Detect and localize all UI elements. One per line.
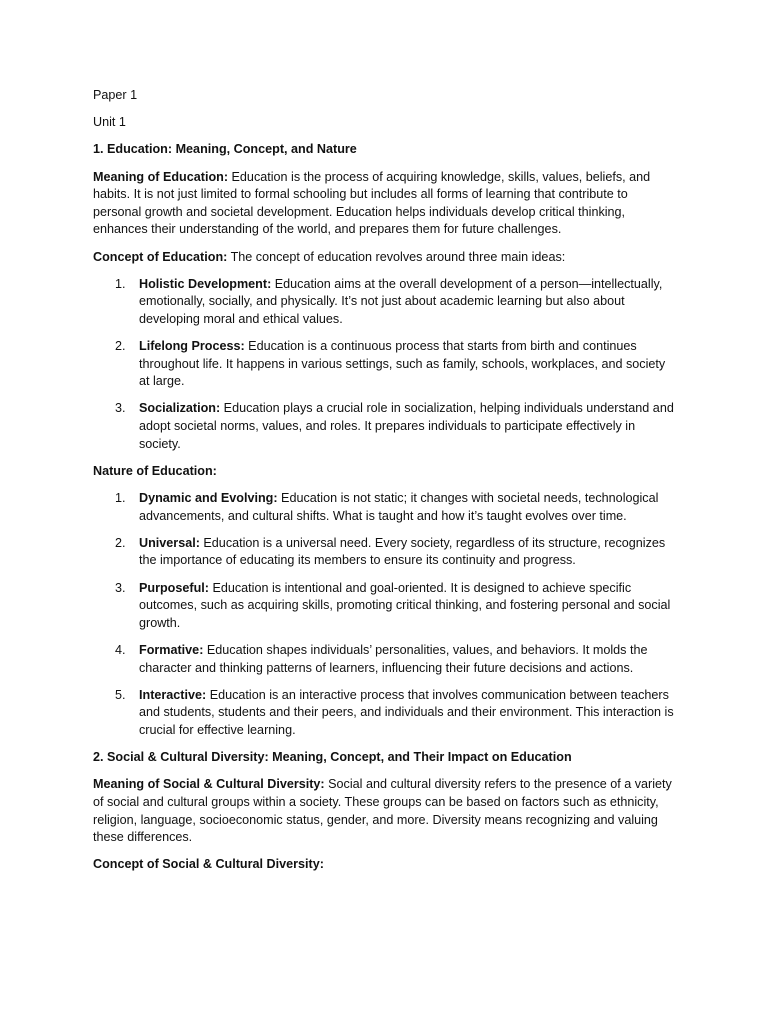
term-label: Meaning of Social & Cultural Diversity: bbox=[93, 777, 325, 792]
list-item bbox=[93, 338, 678, 391]
paper-label: Paper 1 bbox=[93, 88, 138, 102]
list-item bbox=[93, 580, 678, 633]
paragraph-text: Social and cultural diversity refers to the presence of a variety of social and cultural groups within a society. These groups can be based on factors such as ethnicity, religion, language, socioeconomic status, gender, and more. Diversity means recognizing and valuing these differences. bbox=[93, 777, 672, 845]
term-label: Interactive: bbox=[139, 687, 207, 702]
paragraph-text: The concept of education revolves around three main ideas: bbox=[227, 249, 566, 264]
document-page bbox=[93, 87, 678, 883]
list-number: 1. bbox=[115, 276, 126, 291]
list-item bbox=[93, 687, 678, 740]
term-label: Concept of Education: bbox=[93, 249, 228, 264]
list-item-text: Education shapes individuals’ personalities, values, and behaviors. It molds the character and thinking patterns of learners, influencing their future decisions and actions. bbox=[139, 642, 648, 675]
concept-of-diversity-heading: Concept of Social & Cultural Diversity: bbox=[93, 857, 324, 872]
list-item-text: Education is a continuous process that starts from birth and continues throughout life. It happens in various settings, such as family, schools, workplaces, and society at large. bbox=[139, 339, 666, 389]
list-number: 5. bbox=[115, 687, 126, 702]
list-item-text: Education is intentional and goal-oriented. It is designed to achieve specific outcomes, such as acquiring skills, promoting critical thinking, and fostering personal and social growth. bbox=[139, 580, 671, 630]
list-item bbox=[93, 276, 678, 329]
nature-of-education-heading: Nature of Education: bbox=[93, 463, 217, 478]
list-number: 2. bbox=[115, 339, 126, 354]
concept-of-education-paragraph bbox=[93, 249, 678, 267]
list-item bbox=[93, 400, 678, 453]
term-label: Formative: bbox=[139, 642, 204, 657]
list-item bbox=[93, 490, 678, 525]
concept-list bbox=[93, 276, 678, 454]
term-label: Socialization: bbox=[139, 401, 221, 416]
section-2-heading: 2. Social & Cultural Diversity: Meaning, Concept, and Their Impact on Education bbox=[93, 750, 572, 765]
term-label: Meaning of Education: bbox=[93, 169, 229, 184]
unit-label: Unit 1 bbox=[93, 115, 126, 130]
paragraph-text: Education is the process of acquiring knowledge, skills, values, beliefs, and habits. It is not just limited to formal schooling but includes all forms of learning that contribute to personal growth and societal development. Education helps individuals develop critical thinking, enhances their understanding of the world, and prepares them for future challenges. bbox=[93, 169, 651, 237]
list-item bbox=[93, 535, 678, 570]
term-label: Dynamic and Evolving: bbox=[139, 491, 278, 506]
section-1-heading: 1. Education: Meaning, Concept, and Nature bbox=[93, 142, 357, 157]
term-label: Lifelong Process: bbox=[139, 339, 245, 354]
list-number: 4. bbox=[115, 642, 126, 657]
list-item-text: Education is not static; it changes with societal needs, technological advancements, and cultural shifts. What is taught and how it’s taught evolves over time. bbox=[139, 491, 659, 523]
term-label: Holistic Development: bbox=[139, 276, 272, 291]
list-item bbox=[93, 642, 678, 677]
meaning-of-diversity-paragraph bbox=[93, 776, 678, 846]
meaning-of-education-paragraph bbox=[93, 169, 678, 239]
list-number: 1. bbox=[115, 491, 126, 506]
term-label: Universal: bbox=[139, 535, 200, 550]
list-number: 2. bbox=[115, 535, 126, 550]
list-item-text: Education is a universal need. Every society, regardless of its structure, recognizes the importance of educating its members to ensure its continuity and progress. bbox=[139, 535, 666, 568]
nature-list bbox=[93, 490, 678, 740]
list-number: 3. bbox=[115, 580, 126, 595]
list-number: 3. bbox=[115, 401, 126, 416]
list-item-text: Education plays a crucial role in socialization, helping individuals understand and adopt societal norms, values, and roles. It prepares individuals to participate effectively in society. bbox=[139, 401, 674, 451]
term-label: Purposeful: bbox=[139, 580, 209, 595]
list-item-text: Education is an interactive process that involves communication between teachers and students, students and their peers, and individuals and their environment. This interaction is crucial for effective learning. bbox=[139, 687, 674, 737]
list-item-text: Education aims at the overall development of a person—intellectually, emotionally, socially, and physically. It’s not just about academic learning but also about developing moral and ethical values. bbox=[139, 276, 663, 326]
